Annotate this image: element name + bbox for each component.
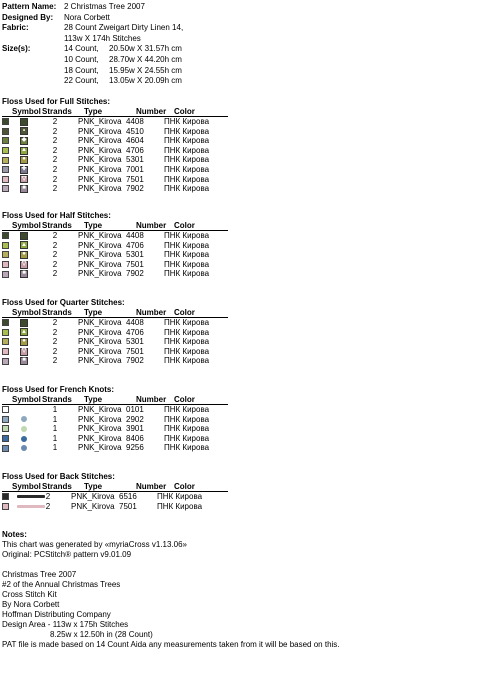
- knot-dot: [21, 445, 27, 451]
- fabric-row-2: [2, 34, 183, 45]
- notes-title: Notes:: [2, 530, 27, 539]
- strands-cell: 1: [52, 405, 58, 414]
- col-type: Type: [84, 221, 103, 230]
- strands-cell: 2: [52, 155, 58, 165]
- type-cell: PNK_Kirova: [78, 269, 122, 279]
- type-cell: PNK_Kirova: [78, 126, 122, 136]
- notes-line: Design Area - 113w x 175h Stitches: [2, 620, 129, 629]
- full-stitches-section: [2, 97, 242, 194]
- back-stitches-section: [2, 472, 242, 511]
- strands-cell: 2: [52, 126, 58, 136]
- fabric-label: Fabric:: [2, 23, 29, 33]
- strands-cell: 2: [52, 250, 58, 260]
- floss-rows: [2, 492, 242, 511]
- stitch-symbol-icon: ●: [20, 338, 28, 346]
- size-dims: 15.95w X 24.55h cm: [109, 65, 182, 75]
- col-symbol: Symbol: [12, 395, 41, 404]
- type-cell: PNK_Kirova: [78, 155, 122, 165]
- size-count: 22 Count,: [64, 76, 99, 86]
- strands-cell: 2: [52, 164, 58, 174]
- stitch-symbol-icon: ▲: [21, 241, 27, 248]
- floss-row: [2, 405, 242, 415]
- color-swatch: [2, 445, 9, 452]
- strands-cell: 2: [52, 174, 58, 184]
- floss-row: [2, 175, 242, 185]
- notes-line: #2 of the Annual Christmas Trees: [2, 580, 121, 589]
- number-cell: 5301: [126, 155, 144, 165]
- section-title: Floss Used for Full Stitches:: [2, 97, 111, 106]
- color-swatch: [2, 128, 9, 135]
- size-dims: 13.05w X 20.09h cm: [109, 76, 182, 86]
- designer-label: Designed By:: [2, 12, 54, 22]
- col-number: Number: [136, 221, 167, 230]
- color-swatch: [2, 503, 9, 510]
- french-knot-dot-icon: [20, 444, 28, 452]
- floss-row: [2, 434, 242, 444]
- designer-value: Nora Corbett: [64, 12, 110, 22]
- strands-cell: 1: [52, 414, 58, 424]
- type-cell: PNK_Kirova: [78, 346, 122, 356]
- floss-row: [2, 269, 242, 279]
- stitch-symbol-icon: ▽: [21, 260, 27, 267]
- type-cell: PNK_Kirova: [78, 145, 122, 155]
- color-name-cell: ПНК Кирова: [164, 174, 210, 184]
- knot-dot: [21, 407, 27, 413]
- color-swatch: [2, 271, 9, 278]
- strands-cell: 2: [52, 136, 58, 146]
- table-header: [2, 107, 242, 116]
- size-dims: 20.50w X 31.57h cm: [109, 44, 182, 54]
- floss-row: [2, 443, 242, 453]
- stitch-symbol-icon: [20, 232, 28, 240]
- color-swatch: [2, 242, 9, 249]
- color-name-cell: ПНК Кирова: [164, 433, 210, 443]
- floss-row: [2, 502, 242, 512]
- color-name-cell: ПНК Кирова: [164, 184, 210, 194]
- floss-row: [2, 241, 242, 251]
- strands-cell: 2: [45, 492, 51, 501]
- col-number: Number: [136, 308, 167, 317]
- size-count: 18 Count,: [64, 65, 99, 75]
- color-swatch: [2, 358, 9, 365]
- col-type: Type: [84, 107, 103, 116]
- type-cell: PNK_Kirova: [71, 492, 115, 501]
- type-cell: PNK_Kirova: [78, 250, 122, 260]
- color-name-cell: ПНК Кирова: [164, 356, 210, 366]
- col-color: Color: [174, 107, 195, 116]
- size-row: [2, 66, 183, 77]
- floss-row: [2, 231, 242, 241]
- color-name-cell: ПНК Кирова: [164, 443, 210, 453]
- strands-cell: 2: [45, 501, 51, 511]
- color-name-cell: ПНК Кирова: [164, 424, 210, 434]
- strands-cell: 1: [52, 443, 58, 453]
- color-name-cell: ПНК Кирова: [157, 501, 203, 511]
- floss-row: [2, 184, 242, 194]
- strands-cell: 2: [52, 327, 58, 337]
- french-knot-dot-icon: [20, 415, 28, 423]
- color-name-cell: ПНК Кирова: [164, 155, 210, 165]
- col-strands: Strands: [42, 221, 72, 230]
- number-cell: 7501: [119, 501, 137, 511]
- size-row: [2, 44, 183, 55]
- pattern-name-label: Pattern Name:: [2, 2, 57, 11]
- floss-rows: [2, 231, 242, 279]
- size-count: 14 Count,: [64, 44, 99, 54]
- color-swatch: [2, 425, 9, 432]
- section-title: Floss Used for French Knots:: [2, 385, 115, 394]
- type-cell: PNK_Kirova: [78, 405, 122, 414]
- number-cell: 2902: [126, 414, 144, 424]
- color-swatch: [2, 147, 9, 154]
- color-swatch: [2, 416, 9, 423]
- color-name-cell: ПНК Кирова: [164, 259, 210, 269]
- col-number: Number: [136, 107, 167, 116]
- number-cell: 7501: [126, 346, 144, 356]
- number-cell: 4706: [126, 327, 144, 337]
- color-name-cell: ПНК Кирова: [164, 269, 210, 279]
- pattern-header: [2, 2, 183, 87]
- number-cell: 4408: [126, 318, 144, 327]
- notes-line: PAT file is made based on 14 Count Aida any measurements taken from it will be based on this.: [2, 640, 340, 649]
- notes-line: By Nora Corbett: [2, 600, 60, 609]
- color-name-cell: ПНК Кирова: [164, 117, 210, 126]
- strands-cell: 2: [52, 240, 58, 250]
- color-name-cell: ПНК Кирова: [164, 405, 210, 414]
- type-cell: PNK_Kirova: [78, 117, 122, 126]
- notes-line: Original: PCStitch® pattern v9.01.09: [2, 550, 132, 559]
- color-name-cell: ПНК Кирова: [164, 136, 210, 146]
- floss-row: [2, 492, 242, 502]
- knot-dot: [21, 436, 27, 442]
- color-swatch: [2, 185, 9, 192]
- floss-row: [2, 250, 242, 260]
- color-swatch: [2, 118, 9, 125]
- number-cell: 7501: [126, 259, 144, 269]
- color-swatch: [2, 406, 9, 413]
- col-type: Type: [84, 395, 103, 404]
- type-cell: PNK_Kirova: [78, 443, 122, 453]
- col-strands: Strands: [42, 107, 72, 116]
- color-swatch: [2, 176, 9, 183]
- designer-row: [2, 13, 183, 24]
- color-swatch: [2, 157, 9, 164]
- type-cell: PNK_Kirova: [78, 259, 122, 269]
- color-swatch: [2, 261, 9, 268]
- french-knot-dot-icon: [20, 425, 28, 433]
- color-name-cell: ПНК Кирова: [164, 231, 210, 240]
- col-symbol: Symbol: [12, 482, 41, 491]
- fabric-value-line1: 28 Count Zweigart Dirty Linen 14,: [64, 23, 184, 33]
- stitch-symbol-icon: ■: [20, 185, 28, 193]
- table-header: [2, 308, 242, 317]
- floss-row: [2, 136, 242, 146]
- type-cell: PNK_Kirova: [78, 424, 122, 434]
- strands-cell: 2: [52, 356, 58, 366]
- color-name-cell: ПНК Кирова: [157, 492, 203, 501]
- number-cell: 0101: [126, 405, 144, 414]
- stitch-symbol-icon: ●: [20, 251, 28, 259]
- col-number: Number: [136, 395, 167, 404]
- color-swatch: [2, 348, 9, 355]
- pattern-name-row: [2, 2, 183, 13]
- number-cell: 7902: [126, 269, 144, 279]
- french-knot-dot-icon: [20, 406, 28, 414]
- number-cell: 4408: [126, 117, 144, 126]
- number-cell: 5301: [126, 337, 144, 347]
- color-name-cell: ПНК Кирова: [164, 337, 210, 347]
- color-name-cell: ПНК Кирова: [164, 346, 210, 356]
- notes-block: [2, 530, 482, 650]
- type-cell: PNK_Kirova: [78, 337, 122, 347]
- color-name-cell: ПНК Кирова: [164, 145, 210, 155]
- strands-cell: 2: [52, 346, 58, 356]
- col-symbol: Symbol: [12, 221, 41, 230]
- col-type: Type: [84, 308, 103, 317]
- col-strands: Strands: [42, 482, 72, 491]
- type-cell: PNK_Kirova: [78, 184, 122, 194]
- half-stitches-section: [2, 211, 242, 279]
- type-cell: PNK_Kirova: [78, 327, 122, 337]
- floss-row: [2, 347, 242, 357]
- strands-cell: 2: [52, 269, 58, 279]
- fabric-value-line2: 113w X 174h Stitches: [64, 33, 141, 43]
- number-cell: 4408: [126, 231, 144, 240]
- number-cell: 6516: [119, 492, 137, 501]
- strands-cell: 2: [52, 184, 58, 194]
- floss-rows: [2, 405, 242, 453]
- color-swatch: [2, 319, 9, 326]
- size-count: 10 Count,: [64, 54, 99, 64]
- size-row: [2, 76, 183, 87]
- stitch-symbol-icon: ◆: [21, 137, 27, 144]
- floss-row: [2, 424, 242, 434]
- number-cell: 4604: [126, 136, 144, 146]
- stitch-symbol-icon: ■: [20, 357, 28, 365]
- fabric-row: [2, 23, 183, 34]
- section-title: Floss Used for Quarter Stitches:: [2, 298, 125, 307]
- number-cell: 3901: [126, 424, 144, 434]
- quarter-stitches-section: [2, 298, 242, 366]
- type-cell: PNK_Kirova: [78, 433, 122, 443]
- stitch-symbol-icon: [20, 118, 28, 126]
- col-strands: Strands: [42, 308, 72, 317]
- floss-row: [2, 146, 242, 156]
- col-symbol: Symbol: [12, 308, 41, 317]
- notes-line: 8.25w x 12.50h in (28 Count): [50, 630, 153, 639]
- section-title: Floss Used for Back Stitches:: [2, 472, 115, 481]
- notes-spacer: [2, 560, 482, 570]
- col-color: Color: [174, 308, 195, 317]
- floss-rows: [2, 318, 242, 366]
- type-cell: PNK_Kirova: [78, 240, 122, 250]
- floss-row: [2, 415, 242, 425]
- color-swatch: [2, 166, 9, 173]
- col-color: Color: [174, 482, 195, 491]
- notes-line: This chart was generated by «myriaCross v1.13.06»: [2, 540, 187, 549]
- number-cell: 5301: [126, 250, 144, 260]
- stitch-symbol-icon: ▲: [21, 146, 27, 153]
- section-title: Floss Used for Half Stitches:: [2, 211, 111, 220]
- floss-rows: [2, 117, 242, 194]
- number-cell: 4510: [126, 126, 144, 136]
- number-cell: 7001: [126, 164, 144, 174]
- floss-row: [2, 260, 242, 270]
- color-name-cell: ПНК Кирова: [164, 240, 210, 250]
- type-cell: PNK_Kirova: [78, 318, 122, 327]
- knot-dot: [21, 416, 27, 422]
- color-name-cell: ПНК Кирова: [164, 318, 210, 327]
- type-cell: PNK_Kirova: [78, 231, 122, 240]
- floss-row: [2, 155, 242, 165]
- knot-dot: [21, 426, 27, 432]
- number-cell: 7902: [126, 184, 144, 194]
- notes-line: Hoffman Distributing Company: [2, 610, 111, 619]
- type-cell: PNK_Kirova: [78, 414, 122, 424]
- color-name-cell: ПНК Кирова: [164, 250, 210, 260]
- stitch-symbol-icon: ▲: [21, 328, 27, 335]
- notes-line: Cross Stitch Kit: [2, 590, 57, 599]
- size-row: [2, 55, 183, 66]
- floss-row: [2, 127, 242, 137]
- col-color: Color: [174, 221, 195, 230]
- stitch-symbol-icon: ■: [20, 270, 28, 278]
- color-swatch: [2, 493, 9, 500]
- stitch-symbol-icon: ▽: [21, 175, 27, 182]
- strands-cell: 2: [52, 337, 58, 347]
- number-cell: 7902: [126, 356, 144, 366]
- floss-row: [2, 117, 242, 127]
- floss-row: [2, 165, 242, 175]
- size-dims: 28.70w X 44.20h cm: [109, 54, 182, 64]
- sizes-block: [2, 44, 183, 86]
- color-swatch: [2, 232, 9, 239]
- stitch-symbol-icon: ✚: [21, 165, 27, 172]
- stitch-symbol-icon: ▽: [21, 347, 27, 354]
- stitch-symbol-icon: •: [20, 127, 28, 135]
- strands-cell: 2: [52, 145, 58, 155]
- number-cell: 4706: [126, 145, 144, 155]
- stitch-symbol-icon: ●: [20, 156, 28, 164]
- table-header: [2, 482, 242, 491]
- col-strands: Strands: [42, 395, 72, 404]
- strands-cell: 2: [52, 231, 58, 240]
- floss-row: [2, 356, 242, 366]
- col-type: Type: [84, 482, 103, 491]
- type-cell: PNK_Kirova: [78, 164, 122, 174]
- col-symbol: Symbol: [12, 107, 41, 116]
- number-cell: 9256: [126, 443, 144, 453]
- col-color: Color: [174, 395, 195, 404]
- color-name-cell: ПНК Кирова: [164, 126, 210, 136]
- color-name-cell: ПНК Кирова: [164, 414, 210, 424]
- col-number: Number: [136, 482, 167, 491]
- strands-cell: 2: [52, 259, 58, 269]
- number-cell: 7501: [126, 174, 144, 184]
- type-cell: PNK_Kirova: [71, 501, 115, 511]
- table-header: [2, 395, 242, 404]
- color-name-cell: ПНК Кирова: [164, 164, 210, 174]
- type-cell: PNK_Kirova: [78, 356, 122, 366]
- color-swatch: [2, 338, 9, 345]
- strands-cell: 1: [52, 433, 58, 443]
- french-knots-section: [2, 385, 242, 453]
- type-cell: PNK_Kirova: [78, 136, 122, 146]
- french-knot-dot-icon: [20, 435, 28, 443]
- color-swatch: [2, 137, 9, 144]
- strands-cell: 2: [52, 318, 58, 327]
- size-label: Size(s):: [2, 44, 31, 54]
- notes-line: Christmas Tree 2007: [2, 570, 77, 579]
- floss-row: [2, 328, 242, 338]
- number-cell: 4706: [126, 240, 144, 250]
- type-cell: PNK_Kirova: [78, 174, 122, 184]
- color-name-cell: ПНК Кирова: [164, 327, 210, 337]
- strands-cell: 1: [52, 424, 58, 434]
- stitch-symbol-icon: [20, 319, 28, 327]
- color-swatch: [2, 435, 9, 442]
- pattern-name-value: 2 Christmas Tree 2007: [64, 2, 145, 11]
- floss-row: [2, 337, 242, 347]
- number-cell: 8406: [126, 433, 144, 443]
- color-swatch: [2, 329, 9, 336]
- strands-cell: 2: [52, 117, 58, 126]
- color-swatch: [2, 251, 9, 258]
- floss-row: [2, 318, 242, 328]
- table-header: [2, 221, 242, 230]
